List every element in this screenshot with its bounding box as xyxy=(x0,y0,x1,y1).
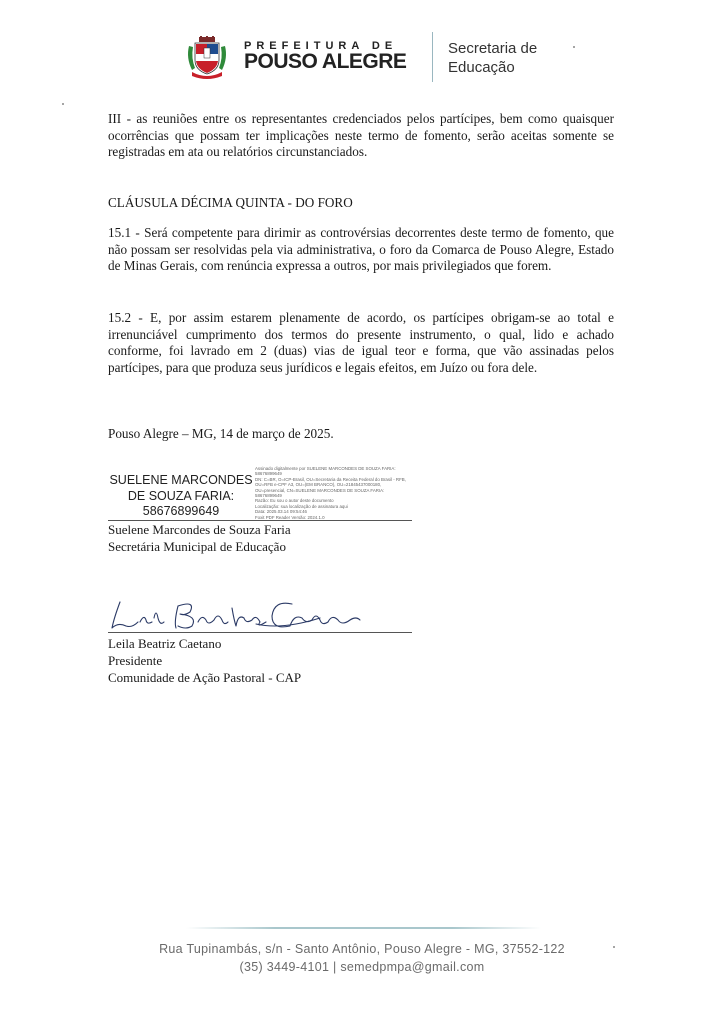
signature-detail-line: Localização: sua localização de assinatura aqui xyxy=(255,503,348,509)
signatory-name: Suelene Marcondes de Souza Faria xyxy=(108,522,291,537)
signature-detail-line: 58676899649 xyxy=(255,493,282,499)
signature-detail-line: Foxit PDF Reader Versão: 2024.1.0 xyxy=(255,514,325,520)
paragraph-15-2: 15.2 - E, por assim estarem plenamente de acordo, os partícipes obrigam-se ao total e irrenunciável cumprimento dos termos do presente instrumento, o qual, lido e achado conforme, foi lavrado em 2 (duas) vias de igual teor e forma, que vão assinadas pelos partícipes, para que produza seus jurídicos e legais efeitos, em Juízo ou fora dele. xyxy=(108,310,614,375)
digital-name-line: DE SOUZA FARIA: xyxy=(127,488,235,503)
signatory-role: Presidente xyxy=(108,653,163,668)
secretaria-label: Secretaria de xyxy=(448,40,538,57)
paragraph-iii: III - as reuniões entre os representantes credenciados pelos partícipes, bem como quaisquer ocorrências que possam ter implicações neste termo de fomento, serão aceitas somente se registradas em ata ou relatórios circunstanciados. xyxy=(108,111,614,159)
signature-detail-line: DN: C=BR, O=ICP-Brasil, OU=Secretaria da Receita Federal do Brasil - RFB, xyxy=(255,476,406,482)
signature-line xyxy=(108,632,412,633)
signature-detail-line: 58676899649 xyxy=(255,471,282,477)
secretaria-department: Educação xyxy=(448,59,515,76)
header-divider xyxy=(432,32,433,82)
signature-detail-line: OU=presencial, CN=SUELENE MARCONDES DE SOUZA FARIA: xyxy=(255,487,385,493)
footer-contact: (35) 3449-4101 | semedpmpa@gmail.com xyxy=(239,960,485,974)
signature-detail-line: Data: 2025.03.14 09:54:46 xyxy=(255,509,307,515)
place-and-date: Pouso Alegre – MG, 14 de março de 2025. xyxy=(108,426,334,441)
signature-detail-line: Assinado digitalmente por SUELENE MARCONDES DE SOUZA FARIA: xyxy=(255,466,396,471)
scan-speck xyxy=(573,46,575,48)
digital-signature-details xyxy=(255,466,415,520)
scan-speck xyxy=(62,103,64,105)
digital-signature-name xyxy=(96,473,266,520)
digital-name-line: SUELENE MARCONDES xyxy=(109,473,253,487)
signature-detail-line: OU=RFB e-CPF A3, OU=(EM BRANCO), OU=21845437000180, xyxy=(255,482,382,488)
signatory-role: Secretária Municipal de Educação xyxy=(108,539,286,554)
signature-detail-line: Razão: Eu sou o autor deste documento xyxy=(255,498,334,504)
digital-name-line: 58676899649 xyxy=(142,504,220,518)
clause-heading: CLÁUSULA DÉCIMA QUINTA - DO FORO xyxy=(108,195,353,210)
signatory-organization: Comunidade de Ação Pastoral - CAP xyxy=(108,670,302,685)
signature-line xyxy=(108,520,412,521)
coat-of-arms-logo xyxy=(186,36,228,80)
scan-speck xyxy=(613,946,615,948)
prefeitura-label: PREFEITURA DE xyxy=(244,40,398,52)
footer-address: Rua Tupinambás, s/n - Santo Antônio, Pouso Alegre - MG, 37552-122 xyxy=(159,942,565,956)
footer-divider xyxy=(186,927,541,929)
paragraph-15-1: 15.1 - Será competente para dirimir as controvérsias decorrentes deste termo de fomento, que não possam ser resolvidas pela via administrativa, o foro da Comarca de Pouso Alegre, Estado de Minas Gerais, com renúncia expressa a outros, por mais privilegiados que forem. xyxy=(108,225,614,273)
signatory-name: Leila Beatriz Caetano xyxy=(108,636,222,651)
city-name: POUSO ALEGRE xyxy=(244,50,407,73)
